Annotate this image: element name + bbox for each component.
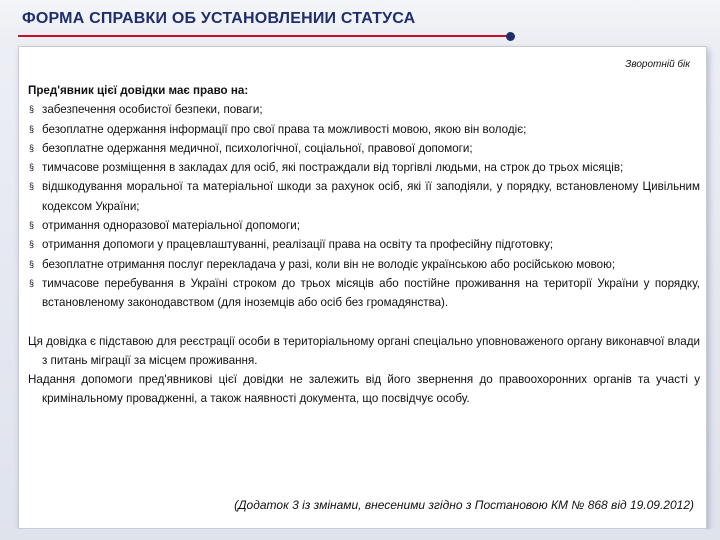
rights-list-item: § отримання допомоги у працевлаштуванні, реалізації права на освіту та професійну підготовку; — [28, 235, 700, 254]
bullet-icon: § — [29, 123, 35, 134]
bullet-icon: § — [29, 239, 35, 250]
rights-list-item: § тимчасове перебування в Україні строком до трьох місяців або постійне проживання на території України у порядку, встановленому законодавством (для іноземців або осіб без громадянства). — [28, 274, 700, 313]
side-label: Зворотній бік — [625, 59, 690, 70]
rights-heading: Пред'явник цієї довідки має право на: — [28, 84, 249, 97]
bullet-icon: § — [29, 181, 35, 192]
bullet-icon: § — [29, 277, 35, 288]
rights-list — [28, 100, 700, 312]
page-title: ФОРМА СПРАВКИ ОБ УСТАНОВЛЕНИИ СТАТУСА — [22, 10, 416, 27]
rights-list-item: § безоплатне одержання інформації про свої права та можливості мовою, якою він володіє; — [28, 120, 700, 139]
title-underline-dot — [506, 32, 515, 41]
bullet-icon: § — [29, 220, 35, 231]
certificate-content — [28, 81, 700, 409]
bullet-icon: § — [29, 142, 35, 153]
rights-list-item: § тимчасове розміщення в закладах для осіб, які постраждали від торгівлі людьми, на строк до трьох місяців; — [28, 158, 700, 177]
bullet-icon: § — [29, 162, 35, 173]
rights-list-item: § отримання одноразової матеріальної допомоги; — [28, 216, 700, 235]
bullet-icon: § — [29, 104, 35, 115]
title-underline — [18, 35, 510, 37]
spacer — [28, 313, 700, 332]
rights-list-item: § забезпечення особистої безпеки, поваги; — [28, 100, 700, 119]
rights-list-item: § безоплатне отримання послуг перекладача у разі, коли він не володіє українською або російською мовою; — [28, 255, 700, 274]
certificate-back-panel — [18, 46, 707, 529]
rights-list-item: § безоплатне одержання медичної, психологічної, соціальної, правової допомоги; — [28, 139, 700, 158]
bottom-band — [0, 529, 720, 540]
rights-list-item: § відшкодування моральної та матеріальної шкоди за рахунок осіб, які її заподіяли, у порядку, встановленому Цивільним кодексом України; — [28, 177, 700, 216]
bullet-icon: § — [29, 258, 35, 269]
registration-paragraph: Ця довідка є підставою для реєстрації особи в територіальному органі спеціально уповноваженого органу виконавчої влади з питань міграції за місцем проживання. — [28, 334, 700, 367]
amendment-note: (Додаток 3 із змінами, внесеними згідно з Постановою КМ № 868 від 19.09.2012) — [234, 498, 694, 512]
assistance-paragraph: Надання допомоги пред'явникові цієї довідки не залежить від його звернення до правоохоронних органів та участі у кримінальному провадженні, а також наявності документа, що посвідчує особу. — [28, 373, 700, 406]
